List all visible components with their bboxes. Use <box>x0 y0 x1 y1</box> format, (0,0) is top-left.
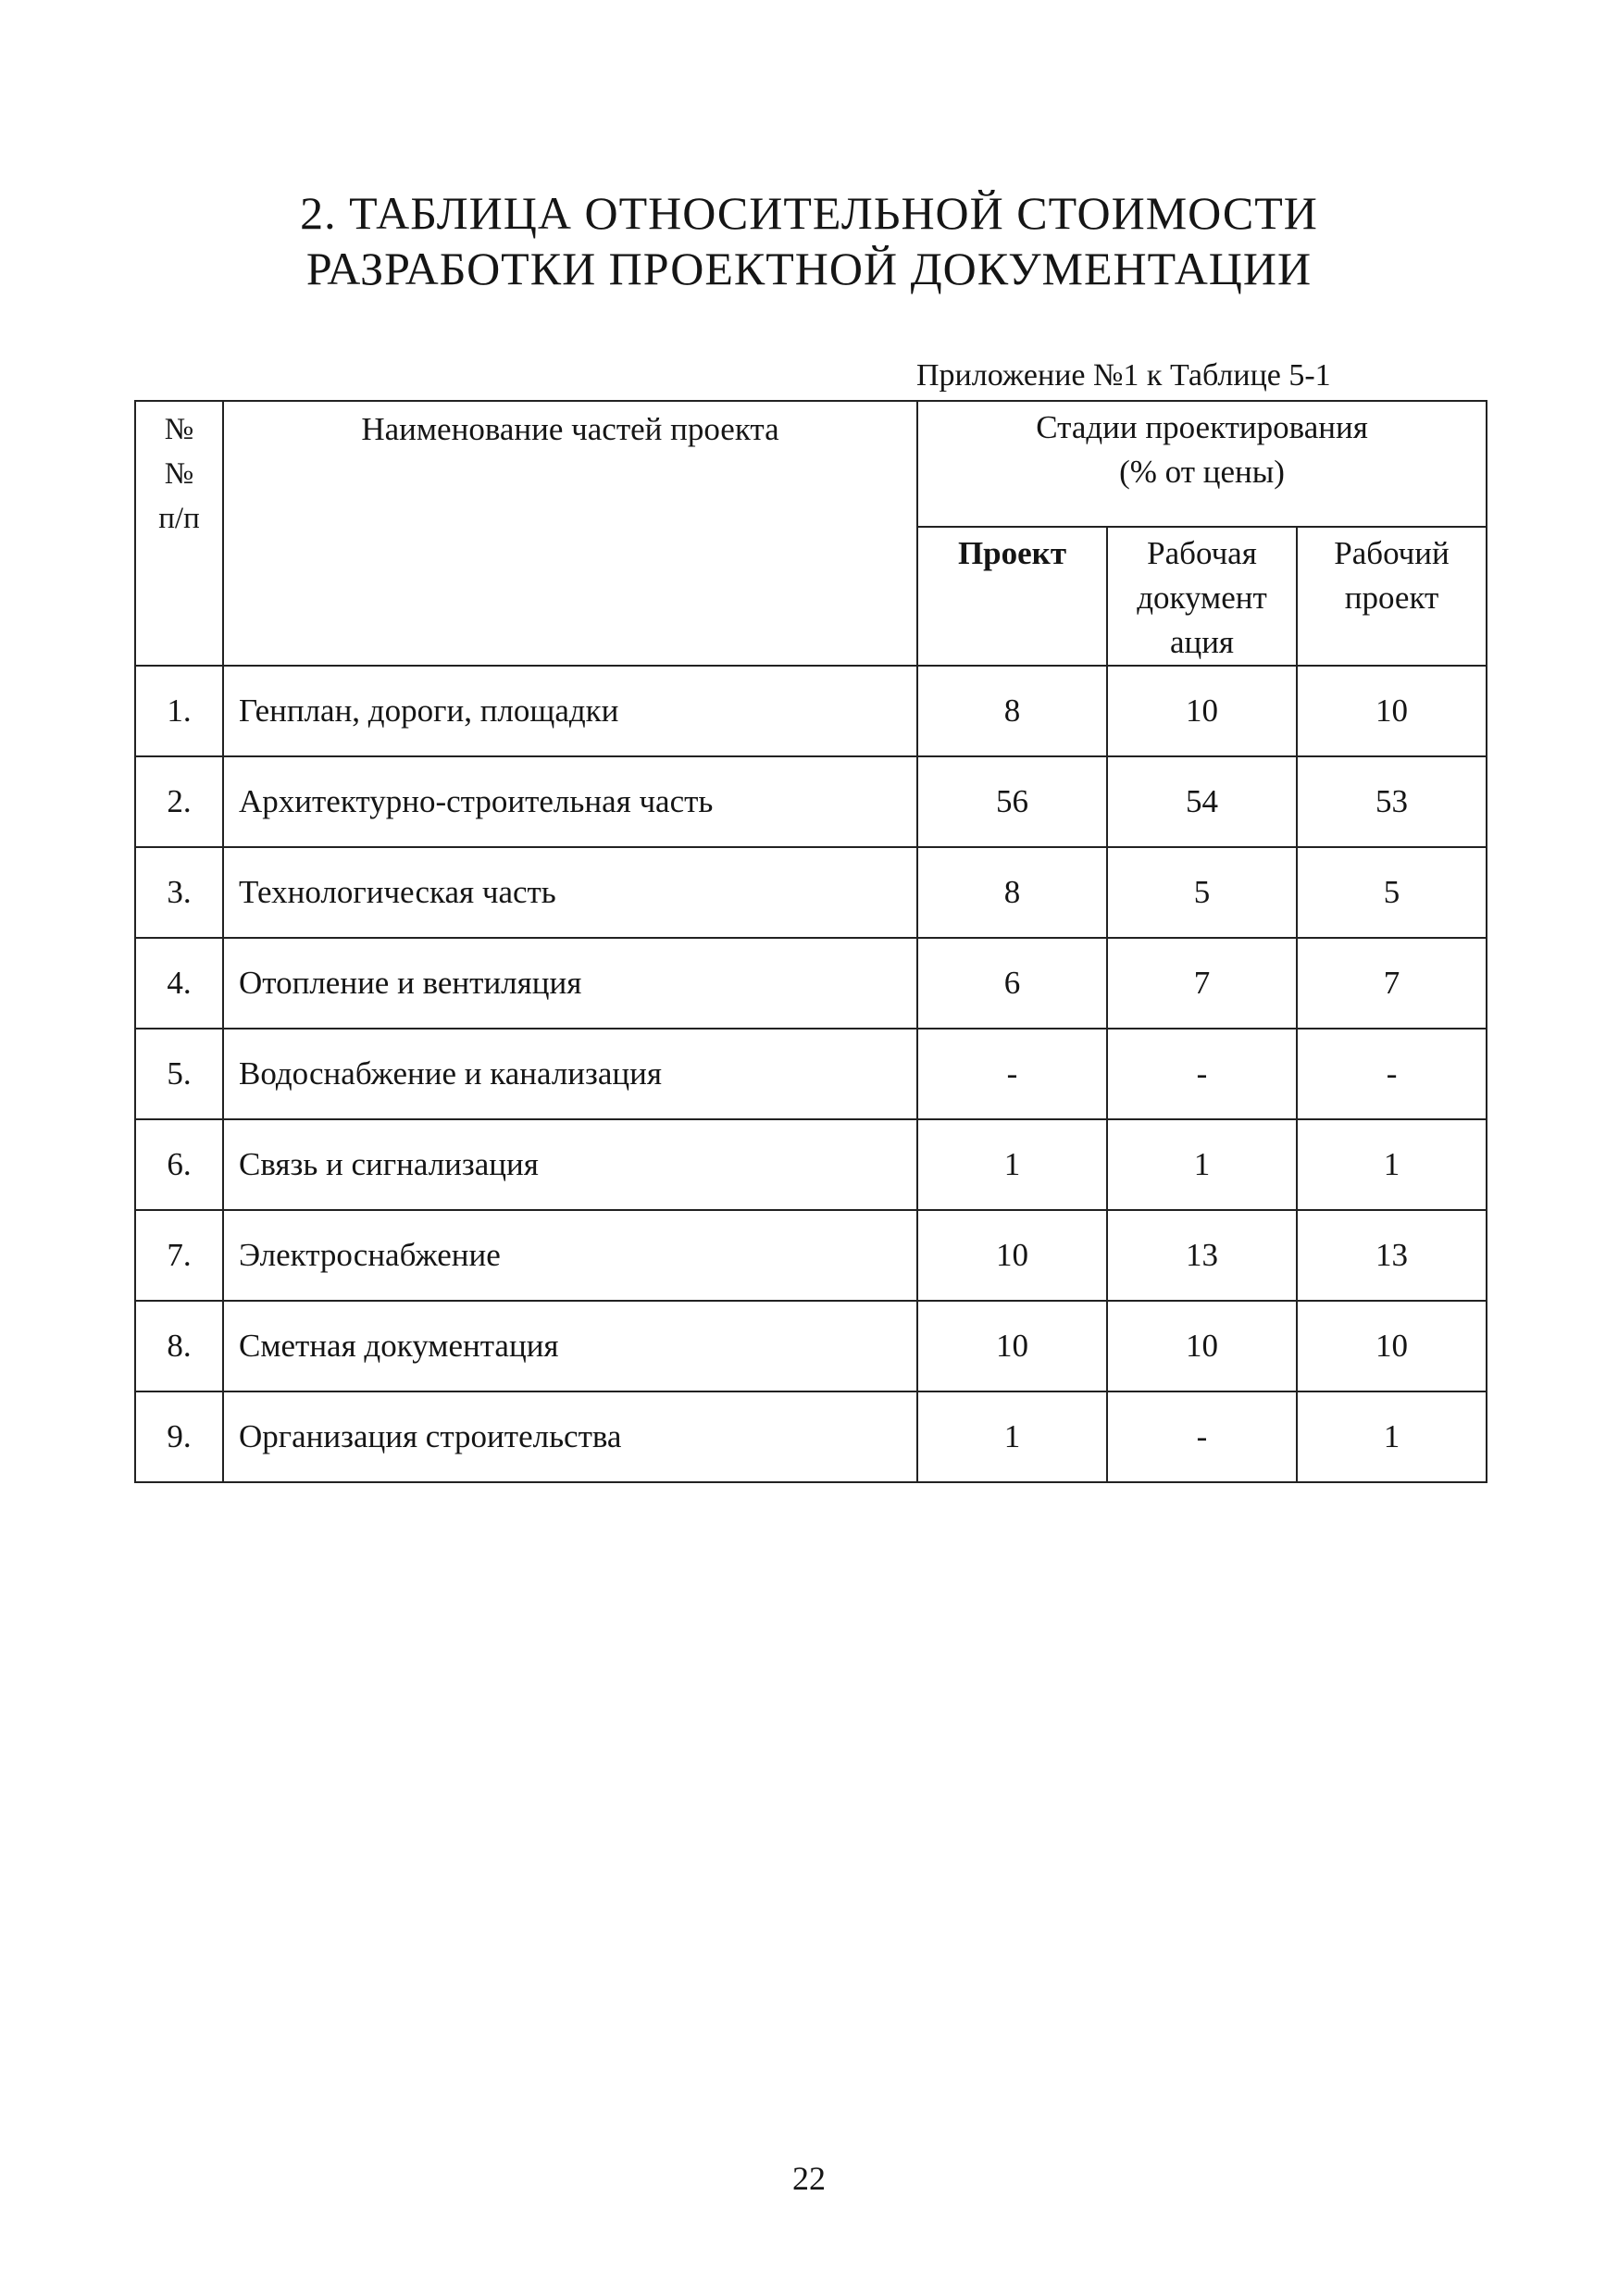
row-project-value: 1 <box>917 1119 1107 1210</box>
appendix-note: Приложение №1 к Таблице 5-1 <box>916 358 1331 393</box>
row-part-name: Генплан, дороги, площадки <box>223 666 917 756</box>
table-row <box>135 1210 1487 1301</box>
row-part-name: Электроснабжение <box>223 1210 917 1301</box>
cost-table <box>134 400 1487 1483</box>
page-number: 22 <box>792 2160 826 2197</box>
row-number: 8. <box>135 1301 223 1391</box>
row-project-value: 1 <box>917 1391 1107 1482</box>
table-row <box>135 1301 1487 1391</box>
title-line-1: 2. ТАБЛИЦА ОТНОСИТЕЛЬНОЙ СТОИМОСТИ <box>300 187 1318 239</box>
row-part-name: Архитектурно-строительная часть <box>223 756 917 847</box>
row-project-value: - <box>917 1029 1107 1119</box>
header-part-name: Наименование частей проекта <box>223 401 917 666</box>
row-working-docs-value: 54 <box>1107 756 1297 847</box>
row-working-project-value: 7 <box>1297 938 1487 1029</box>
row-number: 9. <box>135 1391 223 1482</box>
table-row <box>135 756 1487 847</box>
row-working-project-value: 10 <box>1297 666 1487 756</box>
row-working-project-value: 53 <box>1297 756 1487 847</box>
row-number: 5. <box>135 1029 223 1119</box>
title-line-2: РАЗРАБОТКИ ПРОЕКТНОЙ ДОКУМЕНТАЦИИ <box>305 243 1313 294</box>
table-row <box>135 1119 1487 1210</box>
row-working-project-value: 10 <box>1297 1301 1487 1391</box>
row-number: 6. <box>135 1119 223 1210</box>
row-number: 3. <box>135 847 223 938</box>
row-working-docs-value: 1 <box>1107 1119 1297 1210</box>
row-part-name: Связь и сигнализация <box>223 1119 917 1210</box>
row-number: 2. <box>135 756 223 847</box>
row-working-project-value: 5 <box>1297 847 1487 938</box>
table-row <box>135 938 1487 1029</box>
row-part-name: Отопление и вентиляция <box>223 938 917 1029</box>
row-project-value: 6 <box>917 938 1107 1029</box>
row-working-docs-value: 10 <box>1107 666 1297 756</box>
row-working-project-value: - <box>1297 1029 1487 1119</box>
header-working-docs: Рабочая документ ация <box>1107 527 1297 666</box>
row-project-value: 10 <box>917 1210 1107 1301</box>
row-part-name: Технологическая часть <box>223 847 917 938</box>
row-project-value: 8 <box>917 666 1107 756</box>
row-working-project-value: 13 <box>1297 1210 1487 1301</box>
table-row <box>135 1391 1487 1482</box>
row-working-project-value: 1 <box>1297 1391 1487 1482</box>
header-design-stages: Стадии проектирования (% от цены) <box>917 401 1487 527</box>
row-working-docs-value: 13 <box>1107 1210 1297 1301</box>
table-row <box>135 847 1487 938</box>
row-working-project-value: 1 <box>1297 1119 1487 1210</box>
row-working-docs-value: 10 <box>1107 1301 1297 1391</box>
row-project-value: 10 <box>917 1301 1107 1391</box>
header-number: № № п/п <box>135 401 223 666</box>
row-part-name: Водоснабжение и канализация <box>223 1029 917 1119</box>
header-row-top <box>135 401 1487 527</box>
row-number: 1. <box>135 666 223 756</box>
header-working-project: Рабочий проект <box>1297 527 1487 666</box>
row-part-name: Организация строительства <box>223 1391 917 1482</box>
row-working-docs-value: 5 <box>1107 847 1297 938</box>
row-project-value: 8 <box>917 847 1107 938</box>
row-number: 4. <box>135 938 223 1029</box>
row-working-docs-value: 7 <box>1107 938 1297 1029</box>
row-part-name: Сметная документация <box>223 1301 917 1391</box>
header-project: Проект <box>917 527 1107 666</box>
document-title <box>0 185 1618 296</box>
table-row <box>135 1029 1487 1119</box>
row-working-docs-value: - <box>1107 1029 1297 1119</box>
table-row <box>135 666 1487 756</box>
row-working-docs-value: - <box>1107 1391 1297 1482</box>
row-project-value: 56 <box>917 756 1107 847</box>
row-number: 7. <box>135 1210 223 1301</box>
